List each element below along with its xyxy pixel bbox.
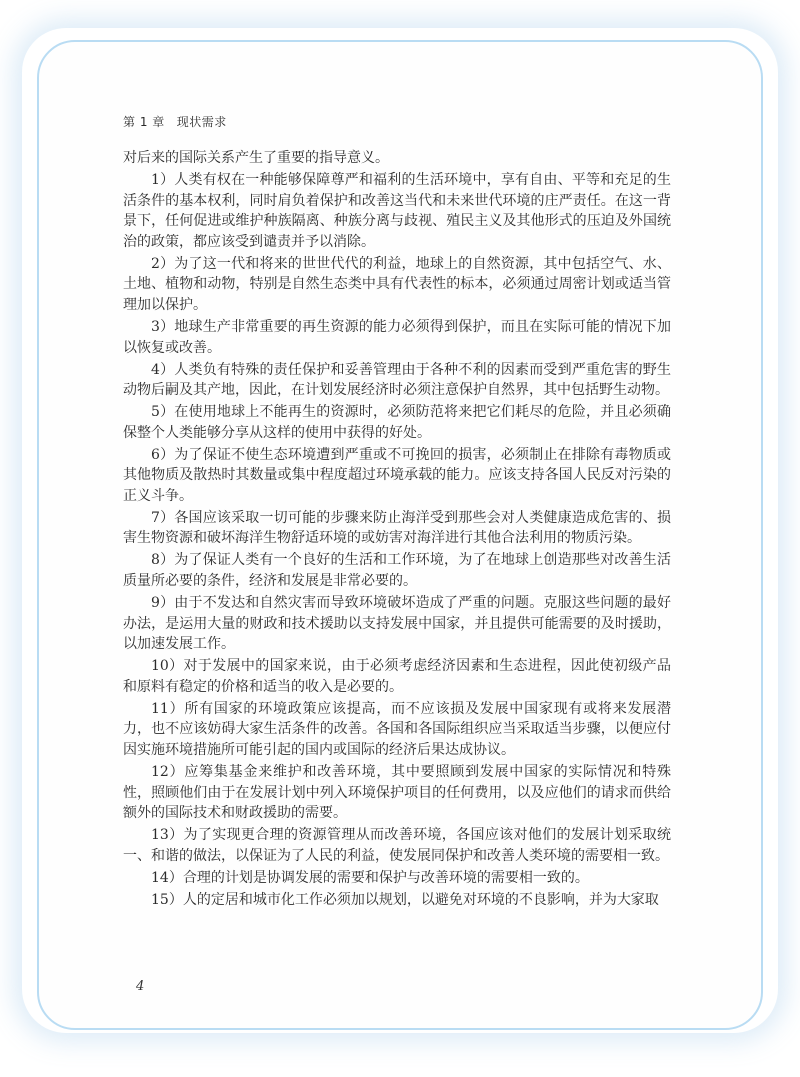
paragraph: 8）为了保证人类有一个良好的生活和工作环境，为了在地球上创造那些对改善生活质量所必要的条件，经济和发展是非常必要的。 [123, 552, 671, 589]
body-text [123, 148, 671, 912]
paragraph: 11）所有国家的环境政策应该提高，而不应该损及发展中国家现有或将来发展潜力，也不应该妨碍大家生活条件的改善。各国和各国际组织应当采取适当步骤，以便应付因实施环境措施所可能引起的国内或国际的经济后果达成协议。 [123, 700, 671, 758]
chapter-title: 现状需求 [176, 115, 227, 129]
paragraph: 15）人的定居和城市化工作必须加以规划，以避免对环境的不良影响，并为大家取 [151, 891, 659, 908]
paragraph: 12）应筹集基金来维护和改善环境，其中要照顾到发展中国家的实际情况和特殊性，照顾他们由于在发展计划中列入环境保护项目的任何费用，以及应他们的请求而供给额外的国际技术和财政援助的需要。 [123, 763, 671, 822]
paragraph: 4）人类负有特殊的责任保护和妥善管理由于各种不利的因素而受到严重危害的野生动物后嗣及其产地，因此，在计划发展经济时必须注意保护自然界，其中包括野生动物。 [123, 361, 671, 399]
page-number: 4 [136, 979, 145, 994]
paragraph: 6）为了保证不使生态环境遭到严重或不可挽回的损害，必须制止在排除有毒物质或其他物质及散热时其数量或集中程度超过环境承载的能力。应该支持各国人民反对污染的正义斗争。 [123, 446, 671, 504]
paragraph: 2）为了这一代和将来的世世代代的利益，地球上的自然资源，其中包括空气、水、土地、植物和动物，特别是自然生态类中具有代表性的标本，必须通过周密计划或适当管理加以保护。 [123, 255, 671, 313]
chapter-label: 第 1 章 [123, 115, 165, 129]
paragraph: 5）在使用地球上不能再生的资源时，必须防范将来把它们耗尽的危险，并且必须确保整个人类能够分享从这样的使用中获得的好处。 [123, 404, 671, 441]
running-header [123, 113, 227, 130]
paragraph: 13）为了实现更合理的资源管理从而改善环境，各国应该对他们的发展计划采取统一、和谐的做法，以保证为了人民的利益，使发展同保护和改善人类环境的需要相一致。 [123, 827, 671, 864]
paragraph: 1）人类有权在一种能够保障尊严和福利的生活环境中，享有自由、平等和充足的生活条件的基本权利，同时肩负着保护和改善这当代和未来世代环境的庄严责任。在这一背景下，任何促进或维护种族隔离、种族分离与歧视、殖民主义及其他形式的压迫及外国统治的政策，都应该受到谴责并予以消除。 [123, 171, 671, 250]
paragraph: 对后来的国际关系产生了重要的指导意义。 [123, 150, 389, 166]
paragraph: 10）对于发展中的国家来说，由于必须考虑经济因素和生态进程，因此使初级产品和原料有稳定的价格和适当的收入是必要的。 [123, 658, 671, 695]
paragraph: 3）地球生产非常重要的再生资源的能力必须得到保护，而且在实际可能的情况下加以恢复或改善。 [123, 318, 671, 356]
paragraph: 14）合理的计划是协调发展的需要和保护与改善环境的需要相一致的。 [151, 869, 589, 886]
paragraph: 7）各国应该采取一切可能的步骤来防止海洋受到那些会对人类健康造成危害的、损害生物资源和破坏海洋生物舒适环境的或妨害对海洋进行其他合法利用的物质污染。 [123, 509, 671, 547]
paragraph: 9）由于不发达和自然灾害而导致环境破坏造成了严重的问题。克服这些问题的最好办法，是运用大量的财政和技术援助以支持发展中国家，并且提供可能需要的及时援助，以加速发展工作。 [123, 594, 671, 653]
